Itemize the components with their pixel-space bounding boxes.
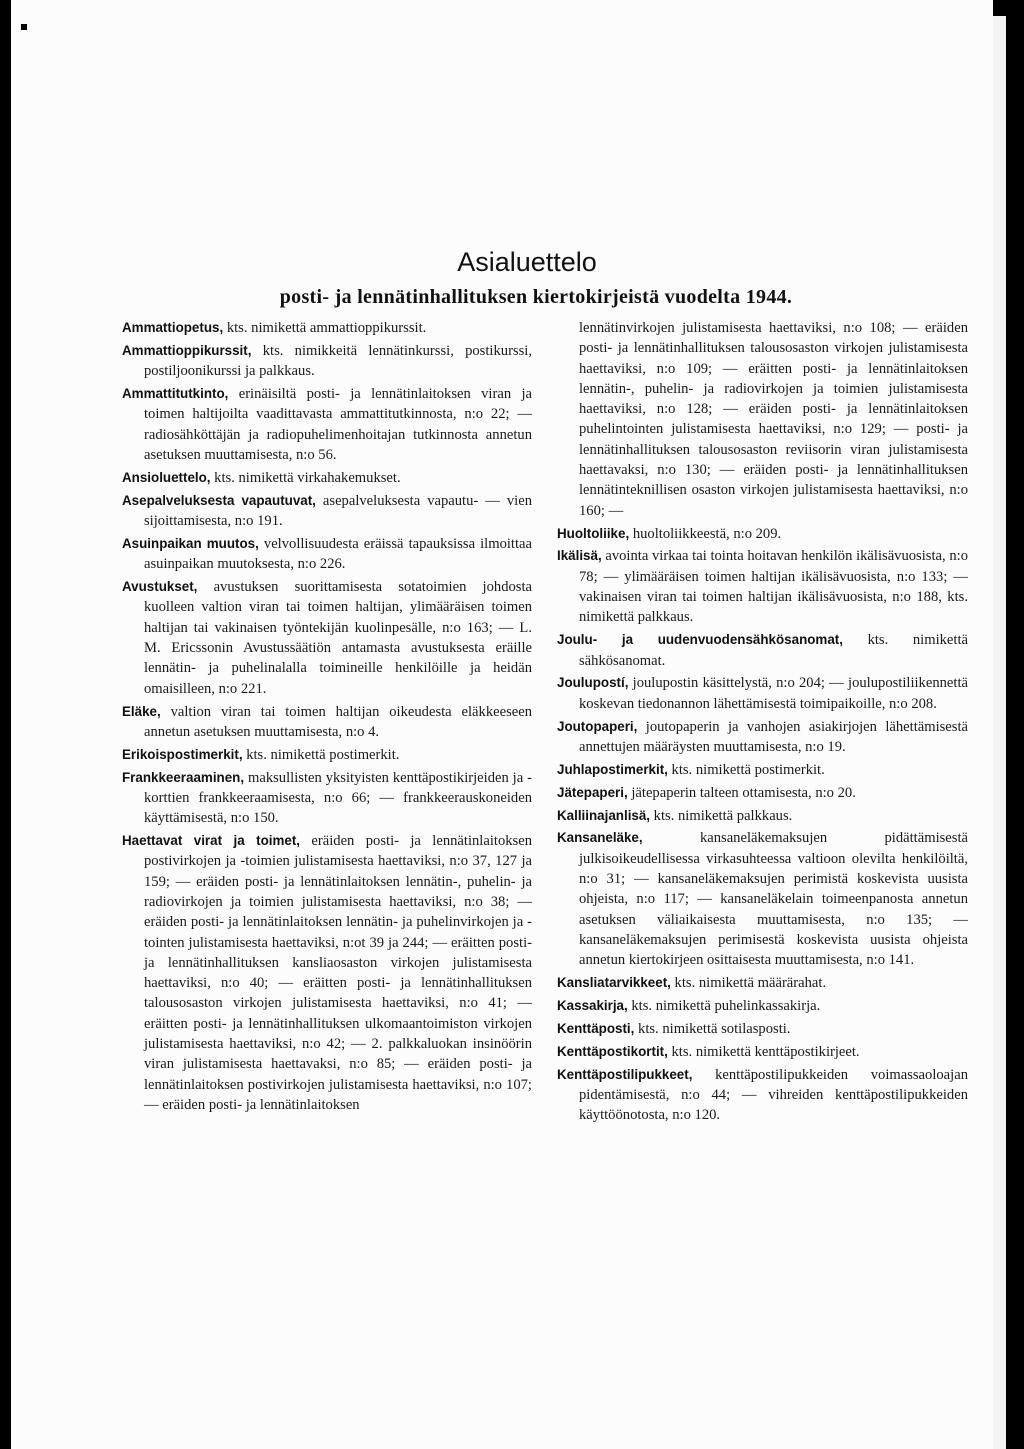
index-entry xyxy=(557,806,968,826)
page-edge-strip xyxy=(993,16,1006,1449)
index-text: kts. nimikettä sotilasposti. xyxy=(634,1020,791,1037)
index-entry xyxy=(557,1019,968,1039)
index-text: maksullisten yksityisten kenttäpostikirjeiden ja -korttien frankkeeraamisesta, n:o 66; — frankkeerauskoneiden käyttämisestä, n:o 150. xyxy=(144,769,532,827)
index-entry xyxy=(557,783,968,803)
index-text: huoltoliikkeestä, n:o 209. xyxy=(629,525,782,542)
index-entry xyxy=(122,318,532,338)
page-subtitle: posti- ja lennätinhallituksen kiertokirjeistä vuodelta 1944. xyxy=(279,286,793,308)
index-text: kts. nimikettä postimerkit. xyxy=(242,746,400,763)
index-entry xyxy=(122,577,532,699)
index-term: Kenttäpostikortit, xyxy=(557,1043,668,1059)
index-term: Joulupostí, xyxy=(557,675,629,691)
index-term: Frankkeeraaminen, xyxy=(122,769,245,785)
index-entry xyxy=(122,768,532,829)
index-entry xyxy=(557,828,968,970)
index-term: Asuinpaikan muutos, xyxy=(122,535,259,551)
index-term: Kassakirja, xyxy=(557,998,628,1014)
index-term: Kalliinajanlisä, xyxy=(557,807,651,823)
index-entry xyxy=(557,973,968,993)
index-text: valtion viran tai toimen haltijan oikeudesta eläkkeeseen annetun asetuksen muuttamisesta, n:o 4. xyxy=(144,703,532,740)
index-term: Kansliatarvikkeet, xyxy=(557,975,671,991)
index-entry xyxy=(557,546,968,627)
index-text: kenttäpostilipukkeiden voimassaoloajan pidentämisestä, n:o 44; — vihreiden kenttäpostilipukkeiden käyttöönotosta, n:o 120. xyxy=(579,1066,968,1124)
index-entry xyxy=(557,524,968,544)
index-term: Ammattioppikurssit, xyxy=(122,342,252,358)
index-entry xyxy=(122,534,532,575)
index-text: kts. nimikettä palkkaus. xyxy=(650,807,793,824)
index-term: Haettavat virat ja toimet, xyxy=(122,833,301,849)
index-text: kts. nimikettä määrärahat. xyxy=(670,975,827,992)
index-term: Kenttäposti, xyxy=(557,1020,635,1036)
index-term: Kansaneläke, xyxy=(557,830,643,846)
index-term: Ansioluettelo, xyxy=(122,469,211,485)
index-text: jätepaperin talteen ottamisesta, n:o 20. xyxy=(627,784,856,801)
index-text: kansaneläkemaksujen pidättämisestä julkisoikeudellisessa virkasuhteessa valtioon olevilta henkilöiltä, n:o 31; — kansaneläkemaksujen perimistä koskevista uusista ohjeista, n:o 117; — kansaneläkelain toimeenpanosta annetun asetuksen väliaikaisesta muuttamisesta, n:o 135; — kansaneläkemaksujen perimisestä koskevista uusista ohjeista annetun kiertokirjeen osittaisesta muuttamisesta, n:o 141. xyxy=(579,830,968,969)
index-term: Ammattitutkinto, xyxy=(122,386,229,402)
index-text: avointa virkaa tai tointa hoitavan henkilön ikälisävuosista, n:o 78; — ylimääräisen toimen haltijan ikälisävuosista, n:o 133; — vakinaisen viran tai toimen haltijan ikälisävuosista, n:o 188, kts. nimikettä palkkaus. xyxy=(579,548,968,626)
index-entry xyxy=(557,630,968,671)
index-entry xyxy=(122,468,532,488)
index-entry xyxy=(122,745,532,765)
index-column-left xyxy=(122,318,532,1118)
page-title: Asialuettelo xyxy=(457,247,597,277)
index-entry xyxy=(122,384,532,465)
index-term: Joulu- ja uudenvuodensähkösanomat, xyxy=(557,632,843,648)
index-entry xyxy=(122,702,532,743)
index-term: Ammattiopetus, xyxy=(122,320,224,335)
index-text: kts. nimikettä postimerkit. xyxy=(667,761,825,778)
index-text: erinäisiltä posti- ja lennätinlaitoksen viran ja toimen haltijoilta vaadittavasta ammattitutkinnosta, n:o 22; — radiosähköttäjän ja radiopuhelimenhoitajan tutkinnosta annetun asetuksen muuttamisesta, n:o 56. xyxy=(144,386,532,463)
index-term: Eläke, xyxy=(122,703,161,719)
index-text: kts. nimikettä virkahakemukset. xyxy=(210,469,401,486)
index-entry xyxy=(557,1042,968,1062)
index-entry xyxy=(557,760,968,780)
index-text: kts. nimikettä puhelinkassakirja. xyxy=(627,998,821,1015)
index-text: asepalveluksesta vapautu- — vien sijoittamisesta, n:o 191. xyxy=(144,492,532,530)
index-text: joutopaperin ja vanhojen asiakirjojen lähettämisestä annettujen määräysten muuttamisesta, n:o 19. xyxy=(579,718,968,755)
scan-mark xyxy=(21,24,27,30)
index-text: kts. nimikettä kenttäpostikirjeet. xyxy=(667,1043,860,1060)
index-text: avustuksen suorittamisesta sotatoimien johdosta kuolleen valtion viran tai toimen haltijan, ylimääräisen toimen haltijan tai vakinaisen työntekijän kuolinpesälle, n:o 163; — L. M. Ericssonin Avustussäätiön antamasta avustuksesta eräille lennätin- ja puhelinalalla toimineille henkilöille ja heidän omaisilleen, n:o 221. xyxy=(144,579,532,697)
index-term: Asepalveluksesta vapautuvat, xyxy=(122,492,316,508)
index-entry-continuation: lennätinvirkojen julistamisesta haettaviksi, n:o 108; — eräiden posti- ja lennätinhallituksen talousosaston virkojen julistamisesta haettaviksi, n:o 109; — eräitten posti- ja lennätinlaitoksen lennätin-, puhelin- ja radiovirkojen ja toimien julistamisesta haettaviksi, n:o 128; — eräiden posti- ja lennätinlaitoksen puhelintointen julistamisesta haettaviksi, n:o 129; — posti- ja lennätinhallituksen talousosaston reviisorin viran julistamisesta haettavaksi, n:o 130; — eräiden posti- ja lennätinhallituksen lennätinteknillisen osaston virkojen julistamisesta haettaviksi, n:o 160; — xyxy=(579,320,968,519)
index-text: velvollisuudesta eräissä tapauksissa ilmoittaa asuinpaikan muutoksesta, n:o 226. xyxy=(144,535,532,573)
index-term: Ikälisä, xyxy=(557,548,602,564)
index-entry xyxy=(122,831,532,1115)
index-term: Juhlapostimerkit, xyxy=(557,761,668,777)
index-text: kts. nimikettä ammattioppikurssit. xyxy=(223,320,427,336)
index-text: joulupostin käsittelystä, n:o 204; — joulupostiliikennettä koskevan tiedonannon lähettämisestä toimipaikoille, n:o 208. xyxy=(579,675,968,712)
index-entry xyxy=(557,673,968,714)
index-term: Avustukset, xyxy=(122,579,198,595)
index-text: kts. nimikettä sähkösanomat. xyxy=(579,632,968,669)
index-entry xyxy=(122,491,532,532)
index-term: Kenttäpostilipukkeet, xyxy=(557,1066,693,1082)
index-entry xyxy=(557,1065,968,1126)
index-entry xyxy=(557,996,968,1016)
index-entry xyxy=(122,341,532,382)
index-text: kts. nimikkeitä lennätinkurssi, postikurssi, postiljoonikurssi ja palkkaus. xyxy=(144,342,532,380)
index-term: Erikoispostimerkit, xyxy=(122,746,243,762)
index-text: eräiden posti- ja lennätinlaitoksen postivirkojen ja -toimien julistamisesta haettaviksi, n:o 37, 127 ja 159; — eräiden posti- ja lennätinlaitoksen lennätin-, puhelin- ja radiovirkojen ja toimien julistamisesta haettaviksi, n:o 38; — eräiden posti- ja lennätinlaitoksen lennätin- ja puhelinvirkojen ja -tointen julistamisesta haettaviksi, n:ot 39 ja 244; — eräitten posti- ja lennätinhallituksen kansliaosaston virkojen julistamisesta haettaviksi, n:o 40; — eräitten posti- ja lennätinhallituksen talousosaston virkojen julistamisesta haettaviksi, n:o 41; — eräitten posti- ja lennätinhallituksen ulkomaantoimiston virkojen julistamisesta haettaviksi, n:o 42; — 2. palkkaluokan insinöörin viran julistamisesta haettavaksi, n:o 85; — eräiden posti- ja lennätinlaitoksen postivirkojen julistamisesta haettaviksi, n:o 107; — eräiden posti- ja lennätinlaitoksen xyxy=(144,833,532,1113)
index-entry xyxy=(557,717,968,758)
index-column-right xyxy=(557,318,968,1128)
index-term: Jätepaperi, xyxy=(557,784,628,800)
index-term: Huoltoliike, xyxy=(557,525,630,541)
index-term: Joutopaperi, xyxy=(557,718,638,734)
